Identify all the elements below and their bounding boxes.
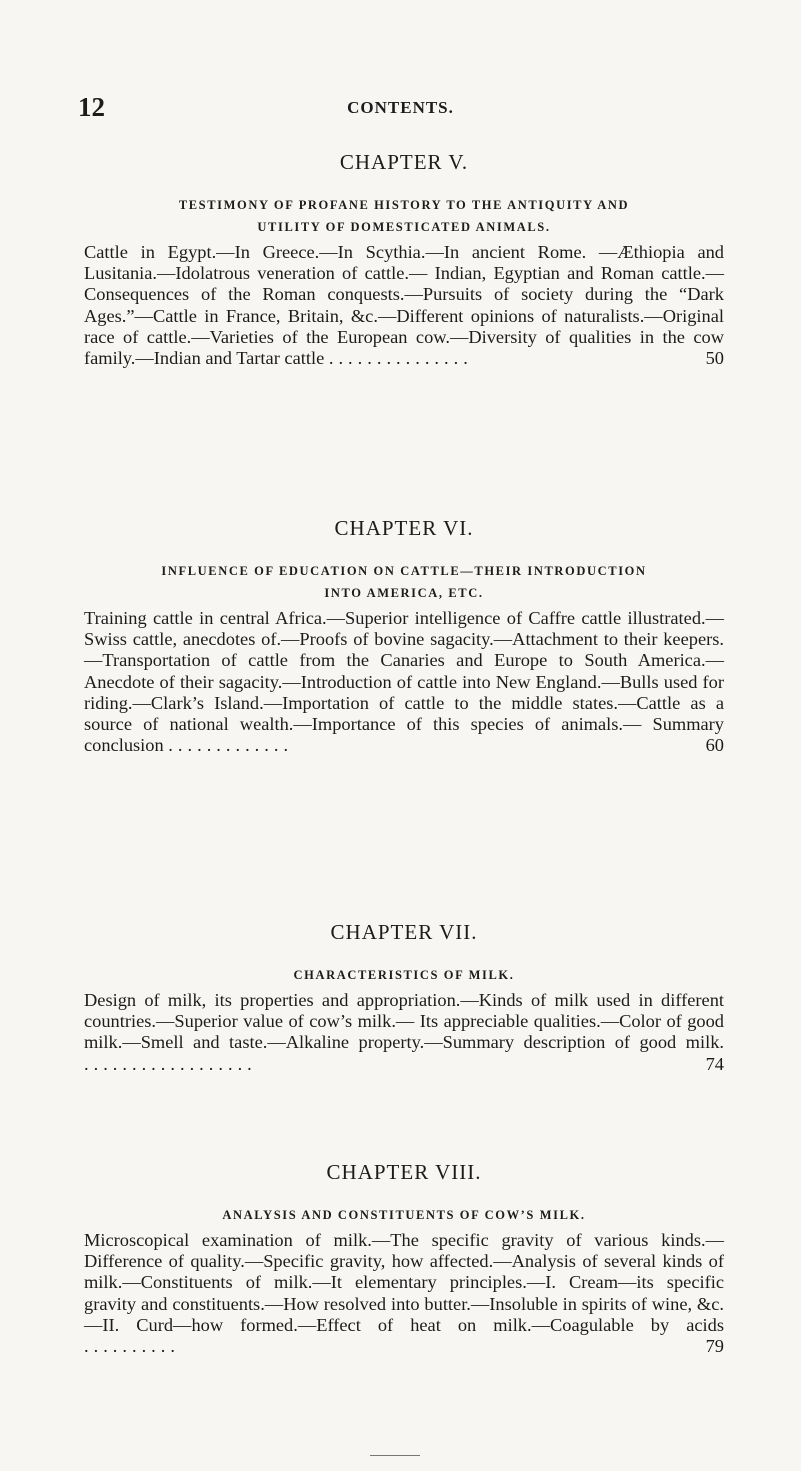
chapter-subtitle-line: TESTIMONY OF PROFANE HISTORY TO THE ANTIQUITY AND — [178, 198, 630, 212]
chapter-page-number: 50 — [705, 348, 724, 369]
leader-dots: ............... — [328, 348, 473, 369]
leader-dots: .......... — [84, 1336, 180, 1357]
running-head — [78, 92, 723, 122]
chapter-page-number: 79 — [705, 1336, 724, 1357]
summary-text: Cattle in Egypt.—In Greece.—In Scythia.—In ancient Rome. —Æthiopia and Lusitania.—Idolatrous veneration of cattle.— Indian, Egyptian and Roman cattle.—Consequences of the Roman conquests.—Pursuits of society during the “Dark Ages.”—Cattle in France, Britain, &c.—Different opinions of naturalists.—Original race of cattle.—Varieties of the European cow.—Diversity of qualities in the cow family.—Indian and Tartar cattle — [84, 242, 724, 369]
leader-dots: .................. — [84, 1053, 257, 1074]
chapter-page-number: 74 — [705, 1053, 724, 1074]
chapter-subtitle — [84, 560, 724, 604]
chapter-subtitle-line: UTILITY OF DOMESTICATED ANIMALS. — [257, 220, 551, 234]
chapter-subtitle — [84, 194, 724, 238]
leader-dots: ............. — [168, 735, 294, 756]
chapter-subtitle-line: CHARACTERISTICS OF MILK. — [293, 968, 515, 982]
chapter-title: CHAPTER V. — [339, 150, 469, 174]
page-number: 12 — [78, 92, 105, 122]
chapter-entry — [84, 150, 724, 369]
chapter-title: CHAPTER VI. — [334, 516, 474, 540]
summary-text: Training cattle in central Africa.—Superior intelligence of Caffre cattle illustrated.—Swiss cattle, anecdotes of.—Proofs of bovine sagacity.—Attachment to their keepers.—Transportation of cattle from the Canaries and Europe to South America.—Anecdote of their sagacity.—Introduction of cattle into New England.—Bulls used for riding.—Clark’s Island.—Importation of cattle to the middle states.—Cattle as a source of national wealth.—Importance of this species of animals.— Summary conclusion — [84, 608, 724, 756]
chapter-title: CHAPTER VIII. — [326, 1160, 482, 1184]
chapter-subtitle-line: INTO AMERICA, ETC. — [324, 586, 484, 600]
chapter-subtitle-line: ANALYSIS AND CONSTITUENTS OF COW’S MILK. — [222, 1208, 586, 1222]
running-title: CONTENTS. — [347, 98, 454, 117]
summary-text: Design of milk, its properties and appropriation.—Kinds of milk used in different countries.—Superior value of cow’s milk.— Its appreciable qualities.—Color of good milk.—Smell and taste.—Alkaline property.—Summary description of good milk. — [84, 990, 724, 1053]
chapter-entry — [84, 920, 724, 1075]
chapter-summary — [84, 990, 724, 1075]
chapter-entry — [84, 1160, 724, 1357]
chapter-page-number: 60 — [705, 735, 724, 756]
chapter-summary — [84, 608, 724, 756]
chapter-subtitle — [84, 1204, 724, 1226]
chapter-summary — [84, 1230, 724, 1357]
chapter-title: CHAPTER VII. — [330, 920, 478, 944]
chapter-subtitle — [84, 964, 724, 986]
chapter-summary — [84, 242, 724, 369]
chapter-subtitle-line: INFLUENCE OF EDUCATION ON CATTLE—THEIR INTRODUCTION — [161, 564, 647, 578]
printer-mark — [370, 1455, 420, 1456]
chapter-entry — [84, 516, 724, 756]
summary-text: Microscopical examination of milk.—The specific gravity of various kinds.—Difference of quality.—Specific gravity, how affected.—Analysis of several kinds of milk.—Constituents of milk.—It elementary principles.—I. Cream—its specific gravity and constituents.—How resolved into butter.—Insoluble in spirits of wine, &c.—II. Curd—how formed.—Effect of heat on milk.—Coagulable by acids — [84, 1230, 724, 1335]
